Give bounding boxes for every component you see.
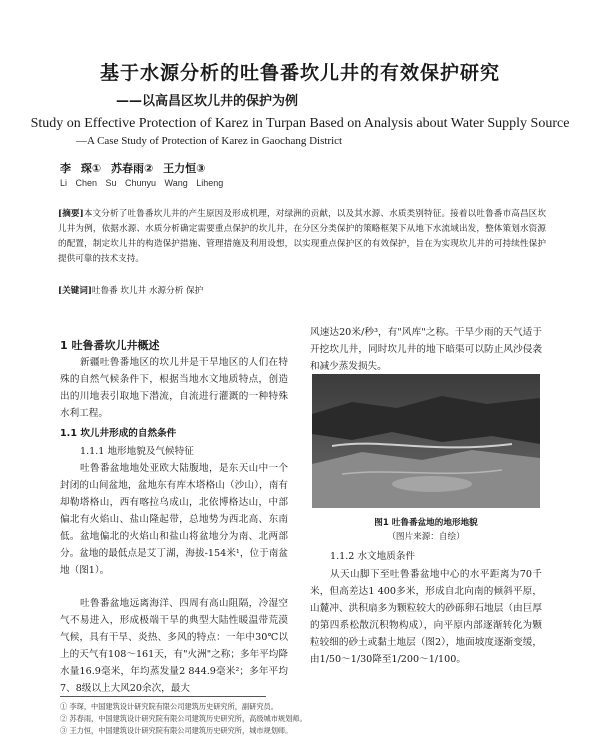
keywords-label: [关键词]: [58, 286, 92, 296]
terrain-map-figure: [312, 374, 540, 508]
figure-caption: 图1 吐鲁番盆地的地形地貌: [374, 518, 478, 528]
abstract-text: 本文分析了吐鲁番坎儿井的产生原因及形成机理，对绿洲的贡献，以及其水源、水质类别特征。接着以吐鲁番市高昌区坎儿井为例，依据水源、水质分析确定需要重点保护的坎儿井，在分区分类保护的策略框架下从地下水流域出发，整体策划水资源的配置，制定坎儿井的构造保护措施、管理措施及利用设想，以实现重点保护区的有效保护，旨在为实现坎儿井的可持续性保护提供可靠的技术支持。: [58, 209, 546, 264]
footnote-divider: [60, 696, 266, 697]
lake-depression: [392, 476, 472, 492]
abstract: [58, 207, 546, 267]
footnotes: [60, 701, 307, 737]
paragraph-wind: 风速达20米/秒³，有"风库"之称。干旱少雨的天气适于开挖坎儿井，同时坎儿井的地下暗渠可以防止风沙侵袭和减少蒸发损失。: [310, 327, 542, 372]
english-title: Study on Effective Protection of Karez in Turpan Based on Analysis about Water Supply Source: [30, 116, 570, 131]
article-title: 基于水源分析的吐鲁番坎儿井的有效保护研究: [99, 62, 500, 84]
article-subtitle: ——以高昌区坎儿井的保护为例: [116, 94, 299, 109]
author-pinyin: Li Chen Su Chunyu Wang Liheng: [60, 178, 224, 188]
footnote-2: ② 苏春雨，中国建筑设计研究院有限公司建筑历史研究所，高级城市规划师。: [60, 714, 307, 723]
abstract-label: [摘要]: [58, 209, 84, 219]
keywords: [58, 284, 203, 296]
keywords-text: 吐鲁番 坎儿井 水源分析 保护: [91, 286, 204, 296]
paragraph-climate: 吐鲁番盆地远离海洋、四周有高山阻隔，冷湿空气不易进入，形成极端干旱的典型大陆性暖温带荒漠气候，具有干旱、炎热、多风的特点：一年中30℃以上的天气有108～161天，有"火洲"之称；多年平均降水量16.9毫米，年均蒸发量2 844.9毫米²；多年平均7、8级以上大风20余次，最大: [60, 598, 288, 694]
paragraph-overview: 新疆吐鲁番地区的坎儿井是干旱地区的人们在特殊的自然气候条件下，根据当地水文地质特点，创造出的川地表引取地下潜流，自流进行灌溉的一种特殊水利工程。: [60, 357, 288, 419]
paragraph-terrain: 吐鲁番盆地地处亚欧大陆腹地，是东天山中一个封闭的山间盆地，盆地东有库木塔格山（沙山），南有却勒塔格山，西有喀拉乌成山，北依博格达山，中部偏北有火焰山、盐山隆起带，总地势为西北高、东南低。盆地偏北的火焰山和盐山将盆地分为南、北两部分。盆地的最低点是艾丁湖，海拔-154米¹，位于南盆地（图1）。: [60, 463, 288, 576]
section-heading-1-1-2: 1.1.2 水文地质条件: [330, 551, 416, 562]
author-list: 李 琛① 苏春雨② 王力恒③: [60, 162, 206, 175]
footnote-1: ① 李琛，中国建筑设计研究院有限公司建筑历史研究所，副研究员。: [60, 702, 278, 711]
section-heading-1-1-1: 1.1.1 地形地貌及气候特征: [80, 446, 194, 457]
figure-source: （图片来源：自绘）: [387, 532, 465, 542]
footnote-3: ③ 王力恒，中国建筑设计研究院有限公司建筑历史研究所，城市规划师。: [60, 726, 293, 735]
section-heading-1-1: 1.1 坎儿井形成的自然条件: [60, 428, 177, 439]
section-heading-1: 1 吐鲁番坎儿井概述: [60, 339, 160, 352]
english-subtitle: —A Case Study of Protection of Karez in Gaochang District: [76, 135, 343, 147]
paragraph-hydrogeology: 从天山脚下至吐鲁番盆地中心的水平距离为70千米，但高差达1 400多米，形成自北向南的倾斜平原，山麓冲、洪积扇多为颗粒较大的砂砾卵石地层（由巨厚的第四系松散沉积物构成），向平原内部逐渐转化为颗粒较细的砂土或黏土地层（图2），地面坡度逐渐变缓，由1/50～1/30降至1/200～1/100。: [310, 569, 542, 665]
